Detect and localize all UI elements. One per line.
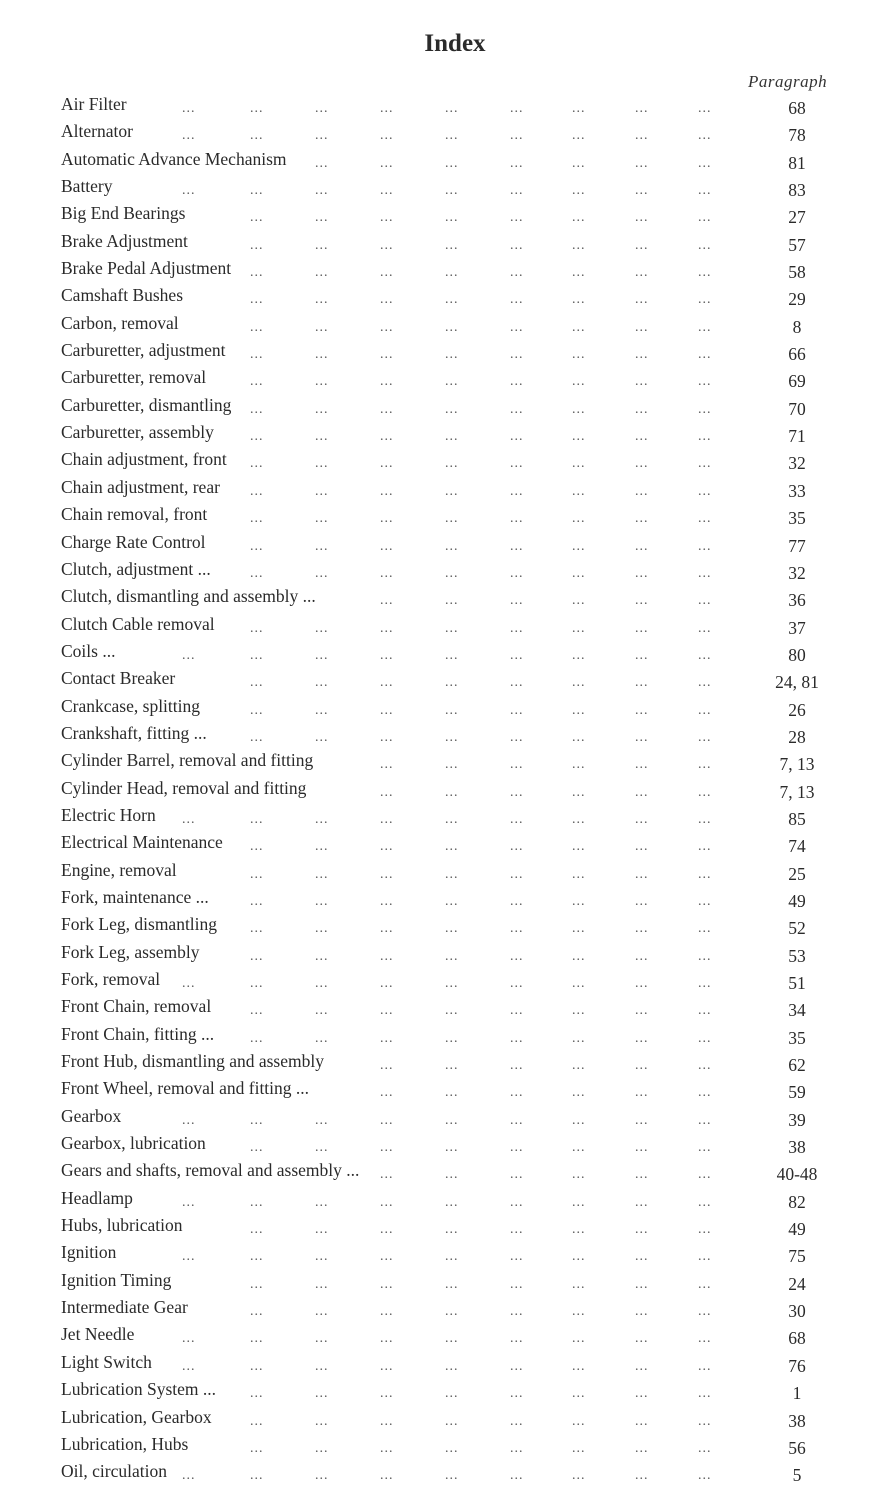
entry-paragraph: 28 <box>788 726 806 747</box>
index-entry <box>0 202 885 229</box>
index-entry <box>0 230 885 257</box>
index-entry <box>0 394 885 421</box>
leader-dots: ... ... ... ... ... ... ... ... <box>250 565 712 581</box>
leader-dots: ... ... ... ... ... ... ... ... <box>250 702 712 718</box>
entry-paragraph: 58 <box>788 262 806 283</box>
leader-dots: ... ... ... ... ... ... ... ... <box>250 921 712 937</box>
paragraph-column-header: Paragraph <box>748 72 828 91</box>
entry-paragraph: 29 <box>788 289 806 310</box>
entry-label: Brake Adjustment <box>61 230 188 251</box>
entry-label: Contact Breaker <box>61 668 176 689</box>
index-entry <box>0 1132 885 1159</box>
entry-paragraph: 36 <box>788 590 806 611</box>
leader-dots: ... ... ... ... ... ... ... ... <box>250 374 712 390</box>
entry-label: Fork Leg, dismantling <box>61 914 218 935</box>
leader-dots: ... ... ... ... ... ... ... ... ... <box>182 647 712 663</box>
leader-dots: ... ... ... ... ... ... <box>380 1085 712 1101</box>
entry-label: Electrical Maintenance <box>61 832 223 853</box>
index-list <box>0 93 885 1488</box>
entry-paragraph: 83 <box>788 180 806 201</box>
leader-dots: ... ... ... ... ... ... ... ... <box>250 866 712 882</box>
index-entry <box>0 667 885 694</box>
entry-paragraph: 49 <box>788 1219 806 1240</box>
entry-paragraph: 62 <box>788 1055 806 1076</box>
entry-label: Carbon, removal <box>61 312 179 333</box>
entry-paragraph: 35 <box>788 508 806 529</box>
entry-paragraph: 38 <box>788 1410 806 1431</box>
leader-dots: ... ... ... ... ... ... ... ... <box>250 483 712 499</box>
entry-label: Front Wheel, removal and fitting ... <box>61 1078 310 1099</box>
leader-dots: ... ... ... ... ... ... ... ... <box>250 347 712 363</box>
leader-dots: ... ... ... ... ... ... ... ... <box>250 893 712 909</box>
entry-paragraph: 76 <box>788 1355 806 1376</box>
entry-label: Carburetter, assembly <box>61 422 214 443</box>
entry-label: Ignition Timing <box>61 1269 172 1290</box>
index-entry <box>0 640 885 667</box>
leader-dots: ... ... ... ... ... ... ... ... <box>250 1276 712 1292</box>
entry-paragraph: 32 <box>788 453 806 474</box>
index-entry <box>0 120 885 147</box>
entry-paragraph: 35 <box>788 1027 806 1048</box>
entry-label: Hubs, lubrication <box>61 1215 183 1236</box>
leader-dots: ... ... ... ... ... ... ... ... <box>250 729 712 745</box>
leader-dots: ... ... ... ... ... ... ... ... <box>250 237 712 253</box>
entry-paragraph: 32 <box>788 562 806 583</box>
leader-dots: ... ... ... ... ... ... ... ... <box>250 456 712 472</box>
entry-paragraph: 24, 81 <box>775 672 819 693</box>
entry-paragraph: 34 <box>788 1000 806 1021</box>
index-entry <box>0 1214 885 1241</box>
entry-paragraph: 40-48 <box>776 1164 818 1185</box>
leader-dots: ... ... ... ... ... ... ... ... <box>250 1030 712 1046</box>
entry-label: Gearbox, lubrication <box>61 1133 206 1154</box>
index-entry <box>0 531 885 558</box>
entry-paragraph: 56 <box>788 1437 806 1458</box>
index-entry <box>0 257 885 284</box>
index-entry <box>0 284 885 311</box>
entry-label: Brake Pedal Adjustment <box>61 258 232 279</box>
entry-paragraph: 24 <box>788 1273 806 1294</box>
index-entry <box>0 913 885 940</box>
entry-paragraph: 7, 13 <box>779 754 815 775</box>
leader-dots: ... ... ... ... ... ... ... <box>315 155 712 171</box>
leader-dots: ... ... ... ... ... ... ... ... <box>250 265 712 281</box>
index-entry <box>0 831 885 858</box>
entry-label: Big End Bearings <box>61 203 186 224</box>
entry-label: Oil, circulation <box>61 1461 167 1482</box>
index-entry <box>0 175 885 202</box>
leader-dots: ... ... ... ... ... ... ... ... <box>250 839 712 855</box>
index-entry <box>0 1406 885 1433</box>
entry-paragraph: 85 <box>788 808 806 829</box>
entry-label: Headlamp <box>61 1187 133 1208</box>
entry-paragraph: 30 <box>788 1301 806 1322</box>
index-entry <box>0 1105 885 1132</box>
entry-paragraph: 37 <box>788 617 806 638</box>
leader-dots: ... ... ... ... ... ... ... ... <box>250 1440 712 1456</box>
entry-paragraph: 59 <box>788 1082 806 1103</box>
leader-dots: ... ... ... ... ... ... <box>380 757 712 773</box>
entry-paragraph: 57 <box>788 234 806 255</box>
entry-label: Air Filter <box>61 94 127 114</box>
index-entry <box>0 148 885 175</box>
entry-label: Gears and shafts, removal and assembly ... <box>61 1160 360 1181</box>
entry-label: Front Chain, fitting ... <box>61 1023 215 1044</box>
entry-paragraph: 75 <box>788 1246 806 1267</box>
leader-dots: ... ... ... ... ... ... ... ... ... <box>182 183 712 199</box>
entry-paragraph: 51 <box>788 973 806 993</box>
index-entry <box>0 1378 885 1405</box>
leader-dots: ... ... ... ... ... ... ... ... <box>250 620 712 636</box>
index-entry <box>0 93 885 120</box>
entry-label: Carburetter, dismantling <box>61 394 232 415</box>
entry-label: Battery <box>61 176 113 197</box>
entry-paragraph: 38 <box>788 1137 806 1158</box>
index-entry <box>0 366 885 393</box>
entry-paragraph: 33 <box>788 480 806 501</box>
index-entry <box>0 995 885 1022</box>
leader-dots: ... ... ... ... ... ... ... ... <box>250 1413 712 1429</box>
entry-paragraph: 80 <box>788 644 806 665</box>
entry-paragraph: 52 <box>788 918 806 939</box>
index-entry <box>0 503 885 530</box>
entry-label: Camshaft Bushes <box>61 285 184 306</box>
entry-label: Front Chain, removal <box>61 996 212 1017</box>
entry-label: Automatic Advance Mechanism <box>61 148 287 169</box>
entry-label: Crankshaft, fitting ... <box>61 722 207 743</box>
entry-paragraph: 27 <box>788 207 806 228</box>
leader-dots: ... ... ... ... ... ... ... ... ... <box>182 1112 712 1128</box>
entry-paragraph: 82 <box>788 1191 806 1212</box>
leader-dots: ... ... ... ... ... ... ... ... <box>250 675 712 691</box>
index-entry <box>0 1323 885 1350</box>
entry-label: Chain adjustment, rear <box>61 476 220 497</box>
index-entry <box>0 476 885 503</box>
leader-dots: ... ... ... ... ... ... ... ... ... <box>182 1468 712 1484</box>
entry-paragraph: 77 <box>788 535 806 556</box>
index-entry <box>0 1241 885 1268</box>
leader-dots: ... ... ... ... ... ... ... ... <box>250 401 712 417</box>
entry-paragraph: 74 <box>788 836 806 857</box>
leader-dots: ... ... ... ... ... ... ... ... <box>250 1304 712 1320</box>
entry-paragraph: 78 <box>788 125 806 146</box>
index-entry <box>0 886 885 913</box>
entry-paragraph: 81 <box>788 152 806 173</box>
entry-label: Crankcase, splitting <box>61 695 201 716</box>
index-entry <box>0 722 885 749</box>
leader-dots: ... ... ... ... ... ... ... ... <box>250 429 712 445</box>
leader-dots: ... ... ... ... ... ... ... ... <box>250 538 712 554</box>
leader-dots: ... ... ... ... ... ... ... ... ... <box>182 128 712 144</box>
entry-label: Cylinder Barrel, removal and fitting <box>61 750 314 771</box>
entry-paragraph: 39 <box>788 1109 806 1130</box>
index-entry <box>0 1159 885 1186</box>
entry-label: Jet Needle <box>61 1324 135 1345</box>
entry-paragraph: 53 <box>788 945 806 966</box>
entry-paragraph: 25 <box>788 863 806 884</box>
index-entry <box>0 695 885 722</box>
index-entry <box>0 558 885 585</box>
entry-label: Lubrication, Gearbox <box>61 1406 212 1427</box>
index-entry <box>0 339 885 366</box>
leader-dots: ... ... ... ... ... ... ... ... <box>250 319 712 335</box>
index-entry <box>0 421 885 448</box>
entry-paragraph: 26 <box>788 699 806 720</box>
leader-dots: ... ... ... ... ... ... ... ... <box>250 1222 712 1238</box>
entry-paragraph: 7, 13 <box>779 781 815 802</box>
leader-dots: ... ... ... ... ... ... ... ... <box>250 511 712 527</box>
index-entry <box>0 613 885 640</box>
entry-paragraph: 68 <box>788 98 806 118</box>
entry-paragraph: 69 <box>788 371 806 392</box>
entry-label: Front Hub, dismantling and assembly <box>61 1051 324 1072</box>
entry-label: Charge Rate Control <box>61 531 206 552</box>
entry-label: Carburetter, removal <box>61 367 207 388</box>
index-entry <box>0 1460 885 1487</box>
entry-paragraph: 8 <box>792 316 802 337</box>
entry-label: Engine, removal <box>61 859 177 880</box>
index-entry <box>0 1351 885 1378</box>
entry-label: Lubrication, Hubs <box>61 1433 189 1454</box>
leader-dots: ... ... ... ... ... ... <box>380 784 712 800</box>
index-entry <box>0 448 885 475</box>
entry-label: Chain adjustment, front <box>61 449 227 470</box>
entry-label: Fork, removal <box>61 969 161 989</box>
entry-paragraph: 5 <box>792 1465 802 1486</box>
index-entry <box>0 1023 885 1050</box>
leader-dots: ... ... ... ... ... ... ... ... <box>250 292 712 308</box>
entry-label: Gearbox <box>61 1105 122 1126</box>
entry-label: Clutch, adjustment ... <box>61 558 211 579</box>
leader-dots: ... ... ... ... ... ... ... ... <box>250 210 712 226</box>
entry-paragraph: 49 <box>788 890 806 911</box>
entry-paragraph: 71 <box>788 426 806 447</box>
leader-dots: ... ... ... ... ... ... ... ... <box>250 1386 712 1402</box>
entry-label: Alternator <box>61 121 133 142</box>
index-entry <box>0 859 885 886</box>
entry-paragraph: 68 <box>788 1328 806 1349</box>
entry-label: Chain removal, front <box>61 504 208 525</box>
leader-dots: ... ... ... ... ... ... ... ... ... <box>182 1249 712 1265</box>
index-entry <box>0 941 885 968</box>
index-entry <box>0 777 885 804</box>
leader-dots: ... ... ... ... ... ... ... ... <box>250 1140 712 1156</box>
index-entry <box>0 1050 885 1077</box>
index-entry <box>0 1433 885 1460</box>
leader-dots: ... ... ... ... ... ... ... ... <box>250 1003 712 1019</box>
leader-dots: ... ... ... ... ... ... ... ... ... <box>182 811 712 827</box>
entry-paragraph: 66 <box>788 344 806 365</box>
index-entry <box>0 1296 885 1323</box>
leader-dots: ... ... ... ... ... ... <box>380 593 712 609</box>
entry-label: Carburetter, adjustment <box>61 340 226 361</box>
index-entry <box>0 1269 885 1296</box>
leader-dots: ... ... ... ... ... ... <box>380 1167 712 1183</box>
entry-label: Coils ... <box>61 640 116 661</box>
entry-label: Fork, maintenance ... <box>61 886 209 907</box>
page-title: Index <box>424 30 486 57</box>
leader-dots: ... ... ... ... ... ... ... ... ... <box>182 1194 712 1210</box>
entry-label: Intermediate Gear <box>61 1297 188 1318</box>
entry-paragraph: 1 <box>792 1383 802 1404</box>
leader-dots: ... ... ... ... ... ... ... ... ... <box>182 101 712 116</box>
entry-label: Lubrication System ... <box>61 1379 217 1400</box>
entry-paragraph: 70 <box>788 398 806 419</box>
index-entry <box>0 585 885 612</box>
index-entry <box>0 312 885 339</box>
entry-label: Ignition <box>61 1242 117 1263</box>
entry-label: Clutch, dismantling and assembly ... <box>61 586 316 607</box>
entry-label: Cylinder Head, removal and fitting <box>61 777 307 798</box>
index-entry <box>0 968 885 995</box>
index-entry <box>0 1077 885 1104</box>
entry-label: Fork Leg, assembly <box>61 941 200 962</box>
leader-dots: ... ... ... ... ... ... ... ... ... <box>182 1358 712 1374</box>
leader-dots: ... ... ... ... ... ... ... ... ... <box>182 976 712 991</box>
leader-dots: ... ... ... ... ... ... ... ... <box>250 948 712 964</box>
entry-label: Electric Horn <box>61 804 156 825</box>
leader-dots: ... ... ... ... ... ... <box>380 1058 712 1074</box>
index-entry <box>0 1187 885 1214</box>
entry-label: Light Switch <box>61 1351 152 1372</box>
index-entry <box>0 804 885 831</box>
leader-dots: ... ... ... ... ... ... ... ... ... <box>182 1331 712 1347</box>
index-entry <box>0 749 885 776</box>
entry-label: Clutch Cable removal <box>61 613 215 634</box>
